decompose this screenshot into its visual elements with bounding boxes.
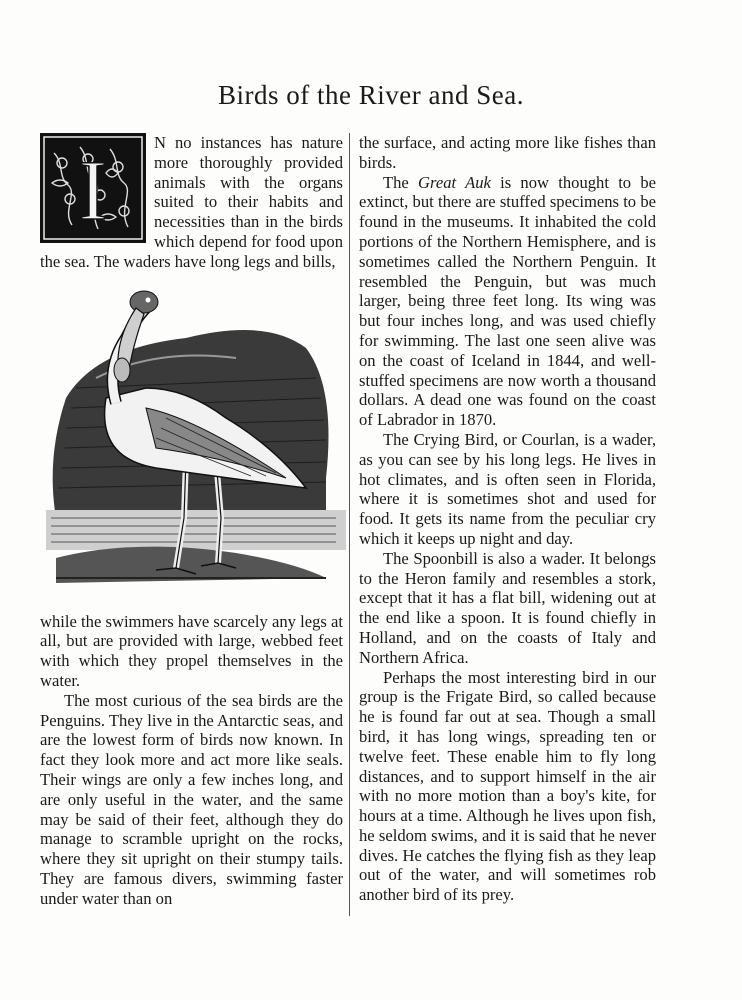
frigate-bird-paragraph: Perhaps the most interesting bird in our group is the Frigate Bird, so called because he is found far out at sea. Though a small bird, it has long wings, spreading ten or twelve feet. These enable him to fly long distances, and to support himself in the air with no more motion than a boy's kite, for hours at a time. Although he lives upon fish, he seldom swims, and it is said that he never dives. He catches the flying fish as they leap out of the water, and will sometimes rob another bird of its prey. xyxy=(359,667,656,905)
great-auk-text: is now thought to be extinct, but there are stuffed specimens to be found in the museums. It inhabited the cold portions of the Northern Hemisphere, and is sometimes called the Northern Penguin. It resembled the Penguin, but was much larger, being three feet long. Its wing was but four inches long, and was used chiefly for swimming. The last one seen alive was on the coast of Iceland in 1844, and well-stuffed specimens are now worth a thousand dollars. A dead one was found on the coast of Labrador in 1870. xyxy=(359,172,656,430)
page-title: Birds of the River and Sea. xyxy=(218,80,524,110)
dropcap-letter: I xyxy=(78,142,108,238)
intro-paragraph xyxy=(40,133,343,272)
dropcap-floral-icon xyxy=(40,133,146,243)
great-auk-lead: The xyxy=(383,172,419,192)
great-auk-italic: Great Auk xyxy=(418,172,491,192)
penguins-paragraph: The most curious of the sea birds are the Penguins. They live in the Antarctic seas, and are the lowest form of birds now known. In fact they look more and act more like seals. Their wings are only a few inches long, and are only useful in the water, and the same may be said of their feet, although they do manage to scramble upright on the rocks, where they sit upright on their stumpy tails. They are famous divers, swimming faster under water than on xyxy=(40,690,343,908)
penguins-paragraph-continued: the surface, and acting more like fishes than birds. xyxy=(359,133,656,172)
courlan-paragraph: The Crying Bird, or Courlan, is a wader, as you can see by his long legs. He lives in hot climates, and is often seen in Florida, where it is sometimes shot and used for food. It gets its name from the peculiar cry which it keeps up night and day. xyxy=(359,429,656,548)
great-auk-paragraph xyxy=(359,173,656,430)
left-column xyxy=(40,133,343,909)
paragraph-continued: while the swimmers have scarcely any legs at all, but are provided with large, webbed feet with which they propel themselves in the water. xyxy=(40,611,343,690)
column-divider xyxy=(349,133,350,916)
spoonbill-engraving-icon xyxy=(36,278,346,604)
spoonbill-paragraph: The Spoonbill is also a wader. It belongs to the Heron family and resembles a stork, except that it has a flat bill, widening out at the end like a spoon. It is found chiefly in Holland, and on the coasts of Italy and Northern Africa. xyxy=(359,548,656,667)
spoonbill-illustration xyxy=(36,278,346,604)
intro-text: N no instances has nature more thoroughly provided animals with the organs suited to their habits and necessities than in the birds which depend for food upon the sea. The waders have long legs and bills, xyxy=(40,133,343,271)
ornate-dropcap xyxy=(40,133,146,243)
right-column xyxy=(359,133,656,905)
